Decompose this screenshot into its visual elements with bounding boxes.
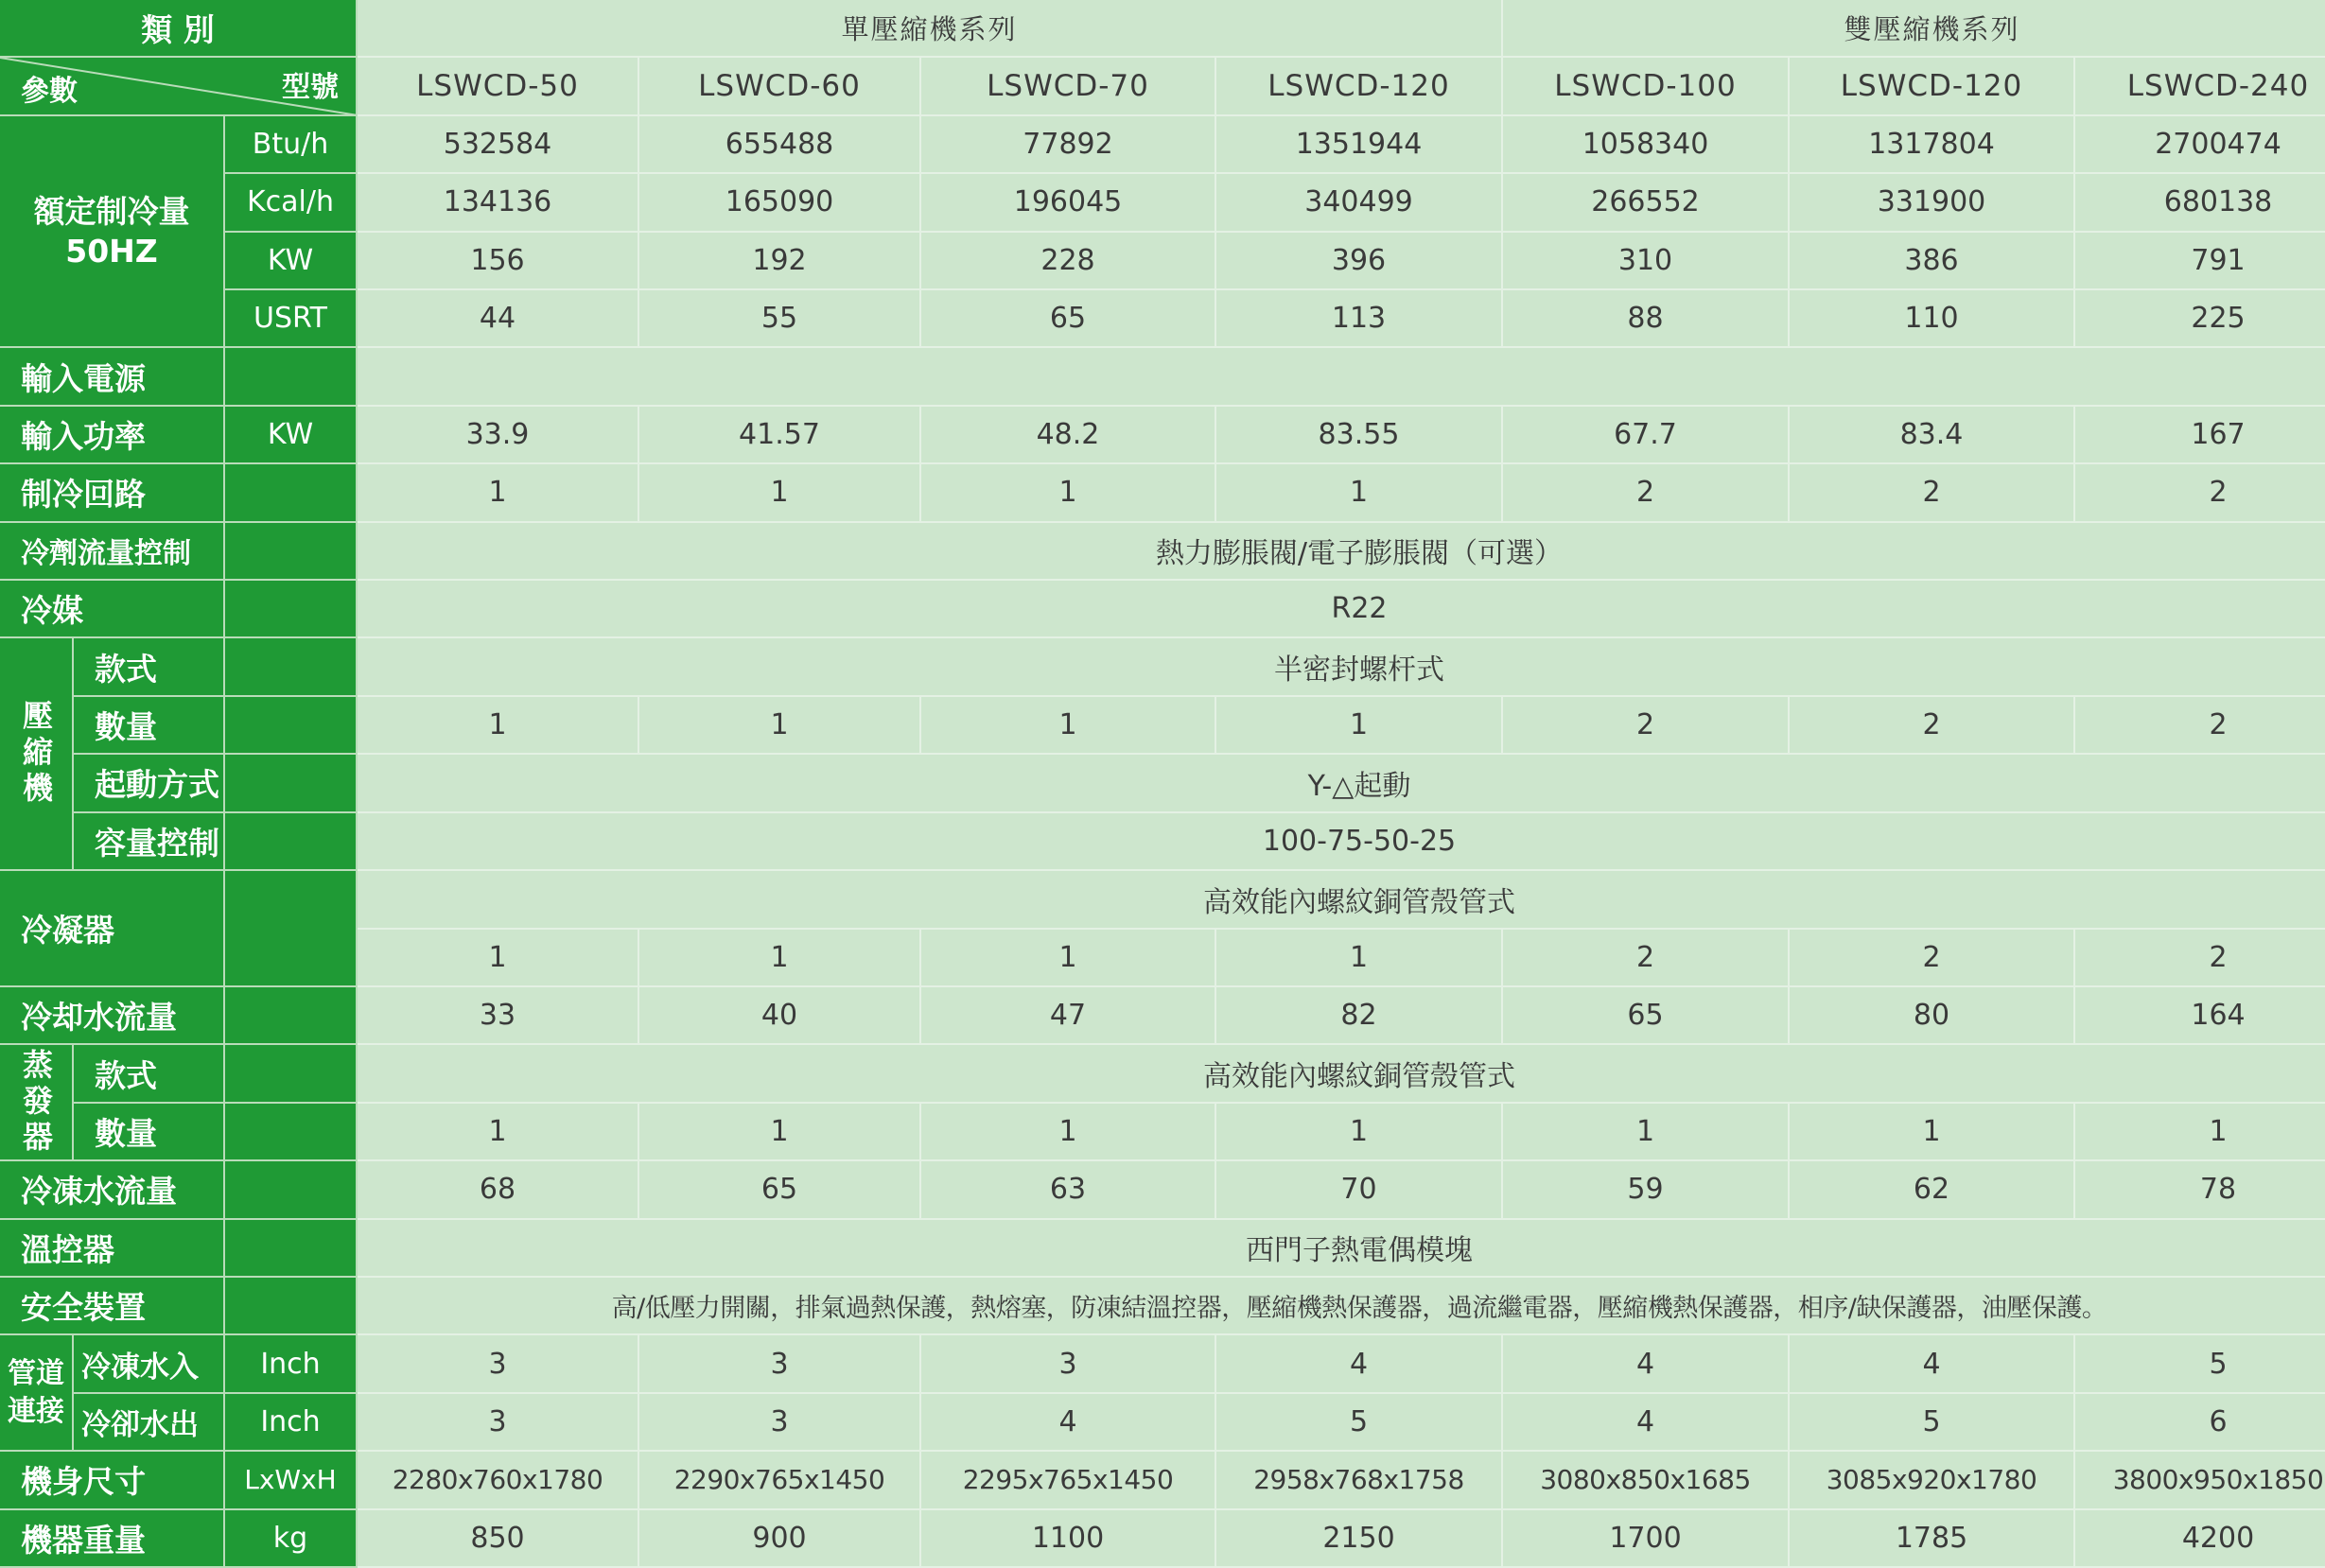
condenser-qty-value: 2: [1503, 930, 1790, 987]
kcal-value: 165090: [639, 174, 921, 232]
chilled-water-flow-value: 63: [921, 1161, 1216, 1219]
condenser-unit: [225, 871, 358, 987]
thermostat-value: 西門子熱電偶模塊: [358, 1220, 2325, 1278]
evaporator-qty-value: 1: [2075, 1104, 2325, 1161]
dimensions-value: 2295x765x1450: [921, 1452, 1216, 1509]
power-input-unit: [225, 348, 358, 406]
cooling-water-flow-value: 33: [358, 987, 639, 1045]
model-name: LSWCD-50: [358, 58, 639, 115]
cooling-water-out-label: 冷卻水出: [74, 1394, 225, 1452]
btu-value: 1317804: [1790, 116, 2075, 174]
input-power-value: 48.2: [921, 407, 1216, 464]
model-name: LSWCD-120: [1216, 58, 1503, 115]
compressor-start-value: Y-△起動: [358, 755, 2325, 812]
kw-value: 791: [2075, 233, 2325, 290]
power-input-label: 輸入電源: [0, 348, 225, 406]
compressor-type-unit: [225, 638, 358, 696]
evaporator-qty-value: 1: [639, 1104, 921, 1161]
chilled-water-flow-value: 78: [2075, 1161, 2325, 1219]
compressor-type-value: 半密封螺杆式: [358, 638, 2325, 696]
power-input-value: [358, 348, 2325, 406]
usrt-value: 88: [1503, 290, 1790, 348]
flow-control-unit: [225, 523, 358, 581]
cooling-water-flow-value: 82: [1216, 987, 1503, 1045]
cooling-water-flow-value: 164: [2075, 987, 2325, 1045]
usrt-value: 44: [358, 290, 639, 348]
evaporator-qty-value: 1: [1503, 1104, 1790, 1161]
model-header-label: 型號: [282, 71, 339, 105]
cooling-water-out-value: 4: [921, 1394, 1216, 1452]
circuits-label: 制冷回路: [0, 464, 225, 522]
cooling-water-flow-unit: [225, 987, 358, 1045]
chilled-water-in-value: 3: [358, 1335, 639, 1393]
input-power-value: 167: [2075, 407, 2325, 464]
weight-value: 1100: [921, 1510, 1216, 1568]
model-name: LSWCD-60: [639, 58, 921, 115]
chilled-water-in-value: 4: [1216, 1335, 1503, 1393]
circuits-value: 1: [639, 464, 921, 522]
model-name: LSWCD-240: [2075, 58, 2325, 115]
condenser-qty-value: 1: [639, 930, 921, 987]
model-name: LSWCD-100: [1503, 58, 1790, 115]
usrt-value: 113: [1216, 290, 1503, 348]
dimensions-value: 3800x950x1850: [2075, 1452, 2325, 1509]
cooling-water-out-value: 3: [358, 1394, 639, 1452]
chilled-water-flow-unit: [225, 1161, 358, 1219]
cooling-water-flow-label: 冷却水流量: [0, 987, 225, 1045]
safety-devices-label: 安全裝置: [0, 1278, 225, 1335]
evaporator-qty-value: 1: [1216, 1104, 1503, 1161]
usrt-value: 65: [921, 290, 1216, 348]
condenser-qty-value: 1: [1216, 930, 1503, 987]
cooling-water-out-value: 5: [1790, 1394, 2075, 1452]
chilled-water-flow-value: 65: [639, 1161, 921, 1219]
chilled-water-flow-value: 70: [1216, 1161, 1503, 1219]
kw-value: 228: [921, 233, 1216, 290]
chilled-water-flow-value: 62: [1790, 1161, 2075, 1219]
weight-value: 2150: [1216, 1510, 1503, 1568]
btu-value: 77892: [921, 116, 1216, 174]
input-power-value: 67.7: [1503, 407, 1790, 464]
compressor-qty-value: 2: [1790, 697, 2075, 755]
circuits-value: 2: [1790, 464, 2075, 522]
evaporator-qty-value: 1: [358, 1104, 639, 1161]
compressor-qty-value: 1: [358, 697, 639, 755]
rated-cooling-capacity-label: 額定制冷量 50HZ: [0, 116, 225, 349]
kcal-value: 266552: [1503, 174, 1790, 232]
param-header-label: 參數: [21, 74, 78, 108]
circuits-value: 1: [358, 464, 639, 522]
cooling-water-out-value: 6: [2075, 1394, 2325, 1452]
unit-usrt: USRT: [225, 290, 358, 348]
unit-kcal: Kcal/h: [225, 174, 358, 232]
circuits-value: 2: [1503, 464, 1790, 522]
compressor-group-label: 壓縮機: [0, 638, 74, 871]
circuits-value: 2: [2075, 464, 2325, 522]
weight-unit: kg: [225, 1510, 358, 1568]
circuits-value: 1: [1216, 464, 1503, 522]
kcal-value: 331900: [1790, 174, 2075, 232]
compressor-capacity-value: 100-75-50-25: [358, 813, 2325, 871]
compressor-start-unit: [225, 755, 358, 812]
compressor-start-label: 起動方式: [74, 755, 225, 812]
dimensions-value: 3085x920x1780: [1790, 1452, 2075, 1509]
kw-value: 156: [358, 233, 639, 290]
usrt-value: 225: [2075, 290, 2325, 348]
input-power-label: 輸入功率: [0, 407, 225, 464]
btu-value: 655488: [639, 116, 921, 174]
single-compressor-series-header: 單壓縮機系列: [358, 0, 1503, 58]
cooling-water-flow-value: 47: [921, 987, 1216, 1045]
cooling-water-flow-value: 65: [1503, 987, 1790, 1045]
kcal-value: 196045: [921, 174, 1216, 232]
weight-value: 1785: [1790, 1510, 2075, 1568]
chilled-water-in-label: 冷凍水入: [74, 1335, 225, 1393]
input-power-value: 83.4: [1790, 407, 2075, 464]
condenser-qty-value: 2: [1790, 930, 2075, 987]
chilled-water-flow-value: 59: [1503, 1161, 1790, 1219]
circuits-unit: [225, 464, 358, 522]
kcal-value: 340499: [1216, 174, 1503, 232]
kw-value: 396: [1216, 233, 1503, 290]
condenser-label: 冷凝器: [0, 871, 225, 987]
dimensions-value: 2290x765x1450: [639, 1452, 921, 1509]
chilled-water-in-value: 5: [2075, 1335, 2325, 1393]
cooling-water-flow-value: 80: [1790, 987, 2075, 1045]
evaporator-type-value: 高效能內螺紋銅管殼管式: [358, 1045, 2325, 1103]
condenser-qty-value: 2: [2075, 930, 2325, 987]
evaporator-group-label: 蒸發器: [0, 1045, 74, 1161]
chilled-water-flow-label: 冷凍水流量: [0, 1161, 225, 1219]
evaporator-qty-value: 1: [1790, 1104, 2075, 1161]
evaporator-qty-label: 數量: [74, 1104, 225, 1161]
double-compressor-series-header: 雙壓縮機系列: [1503, 0, 2325, 58]
cooling-water-out-value: 3: [639, 1394, 921, 1452]
cooling-water-out-value: 4: [1503, 1394, 1790, 1452]
weight-value: 900: [639, 1510, 921, 1568]
chilled-water-flow-value: 68: [358, 1161, 639, 1219]
param-model-header: [0, 58, 358, 115]
evaporator-type-label: 款式: [74, 1045, 225, 1103]
dimensions-value: 3080x850x1685: [1503, 1452, 1790, 1509]
compressor-capacity-unit: [225, 813, 358, 871]
safety-devices-unit: [225, 1278, 358, 1335]
compressor-qty-unit: [225, 697, 358, 755]
compressor-qty-value: 1: [1216, 697, 1503, 755]
condenser-qty-value: 1: [358, 930, 639, 987]
kw-value: 386: [1790, 233, 2075, 290]
input-power-value: 83.55: [1216, 407, 1503, 464]
usrt-value: 110: [1790, 290, 2075, 348]
cooling-water-out-value: 5: [1216, 1394, 1503, 1452]
btu-value: 2700474: [2075, 116, 2325, 174]
flow-control-value: 熱力膨脹閥/電子膨脹閥（可選）: [358, 523, 2325, 581]
model-name: LSWCD-70: [921, 58, 1216, 115]
chilled-water-in-value: 3: [639, 1335, 921, 1393]
chilled-water-in-value: 4: [1503, 1335, 1790, 1393]
chilled-water-in-value: 4: [1790, 1335, 2075, 1393]
evaporator-qty-unit: [225, 1104, 358, 1161]
weight-value: 850: [358, 1510, 639, 1568]
kcal-value: 680138: [2075, 174, 2325, 232]
thermostat-unit: [225, 1220, 358, 1278]
kcal-value: 134136: [358, 174, 639, 232]
thermostat-label: 溫控器: [0, 1220, 225, 1278]
piping-group-label: 管道連接: [0, 1335, 74, 1452]
dimensions-value: 2958x768x1758: [1216, 1452, 1503, 1509]
weight-value: 4200: [2075, 1510, 2325, 1568]
evaporator-qty-value: 1: [921, 1104, 1216, 1161]
condenser-qty-value: 1: [921, 930, 1216, 987]
compressor-qty-value: 2: [1503, 697, 1790, 755]
refrigerant-label: 冷媒: [0, 581, 225, 638]
btu-value: 1351944: [1216, 116, 1503, 174]
compressor-qty-label: 數量: [74, 697, 225, 755]
model-name: LSWCD-120: [1790, 58, 2075, 115]
compressor-qty-value: 2: [2075, 697, 2325, 755]
input-power-value: 33.9: [358, 407, 639, 464]
kw-value: 310: [1503, 233, 1790, 290]
chilled-water-in-unit: Inch: [225, 1335, 358, 1393]
dimensions-unit: LxWxH: [225, 1452, 358, 1509]
safety-devices-value: 高/低壓力開關，排氣過熱保護，熱熔塞，防凍結溫控器，壓縮機熱保護器，過流繼電器，壓縮機熱保護器，相序/缺保護器，油壓保護。: [358, 1278, 2325, 1335]
compressor-capacity-label: 容量控制: [74, 813, 225, 871]
condenser-type-value: 高效能內螺紋銅管殼管式: [358, 871, 2325, 929]
compressor-qty-value: 1: [921, 697, 1216, 755]
chilled-water-in-value: 3: [921, 1335, 1216, 1393]
cooling-water-flow-value: 40: [639, 987, 921, 1045]
input-power-unit: KW: [225, 407, 358, 464]
unit-kw: KW: [225, 233, 358, 290]
refrigerant-value: R22: [358, 581, 2325, 638]
weight-value: 1700: [1503, 1510, 1790, 1568]
circuits-value: 1: [921, 464, 1216, 522]
dimensions-value: 2280x760x1780: [358, 1452, 639, 1509]
compressor-qty-value: 1: [639, 697, 921, 755]
compressor-type-label: 款式: [74, 638, 225, 696]
input-power-value: 41.57: [639, 407, 921, 464]
dimensions-label: 機身尺寸: [0, 1452, 225, 1509]
flow-control-label: 冷劑流量控制: [0, 523, 225, 581]
btu-value: 532584: [358, 116, 639, 174]
btu-value: 1058340: [1503, 116, 1790, 174]
weight-label: 機器重量: [0, 1510, 225, 1568]
unit-btu: Btu/h: [225, 116, 358, 174]
category-header: 類 別: [0, 0, 358, 58]
usrt-value: 55: [639, 290, 921, 348]
kw-value: 192: [639, 233, 921, 290]
refrigerant-unit: [225, 581, 358, 638]
evaporator-type-unit: [225, 1045, 358, 1103]
cooling-water-out-unit: Inch: [225, 1394, 358, 1452]
